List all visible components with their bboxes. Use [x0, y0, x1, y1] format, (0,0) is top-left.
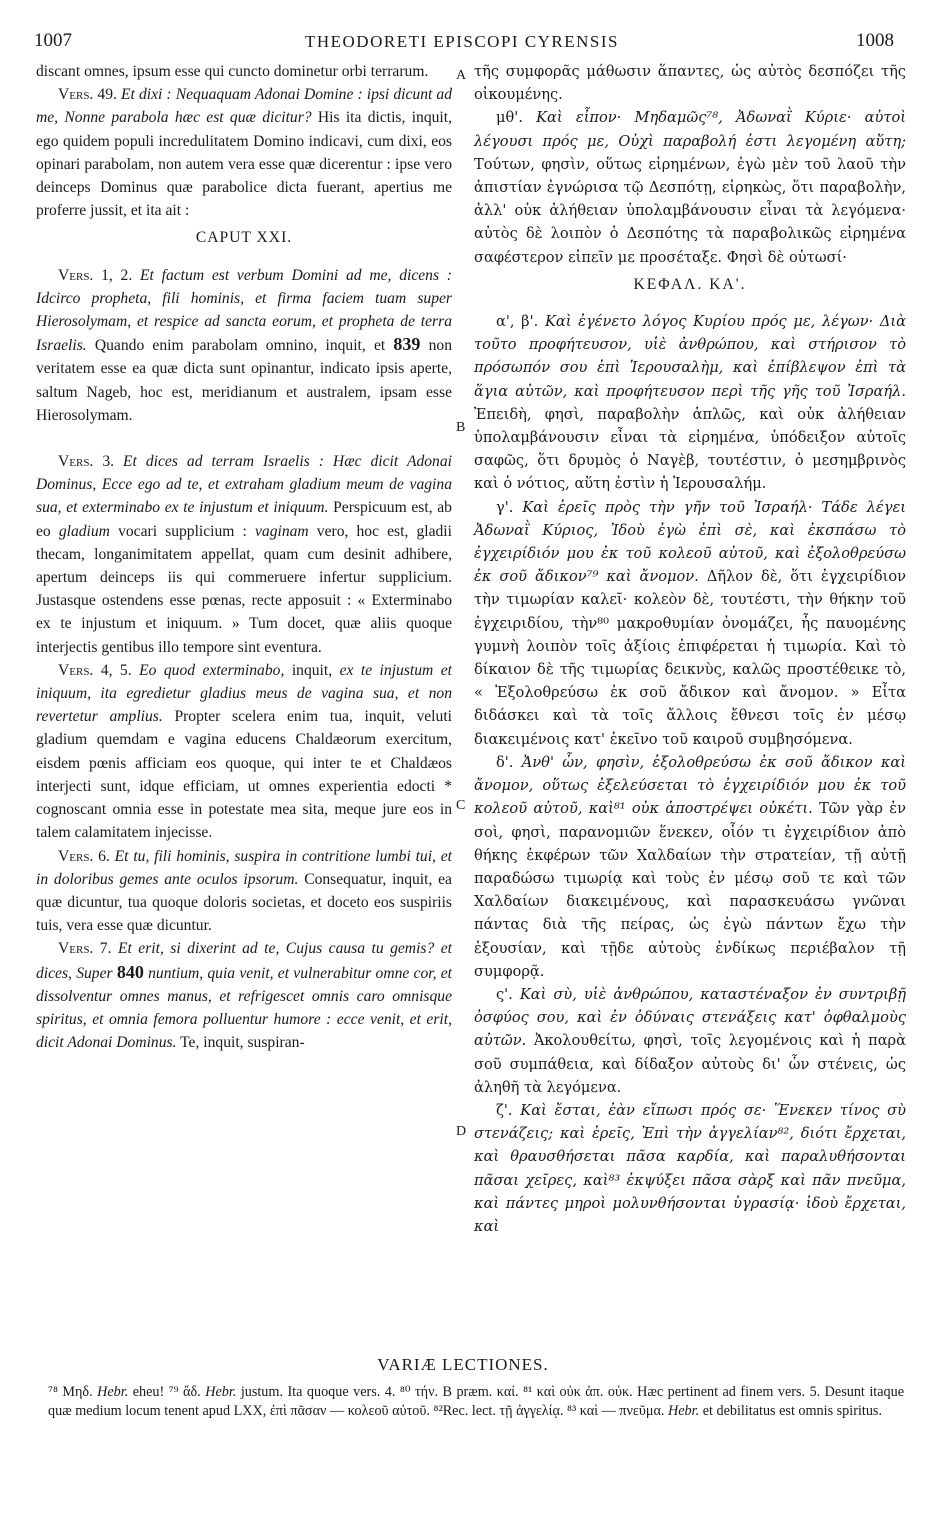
- running-title: THEODORETI EPISCOPI CYRENSIS: [304, 32, 620, 51]
- latin-paragraph: Vers. 49. Et dixi : Nequaquam Adonai Domine : ipsi dicunt ad me, Nonne parabola hæc est quæ dicitur? His ita dictis, inquit, ego quidem populi incredulitatem Domino indicavi, cum dixi, eos opinari parabolam, non autem vera esse quæ dicerentur : ipse vero deinceps Dominus quæ parabolice dicta fuerant, apertius me proferre jussit, et ita ait :: [36, 86, 453, 220]
- latin-paragraph: Vers. 3. Et dices ad terram Israelis : Hæc dicit Adonai Dominus, Ecce ego ad te, et extraham gladium meum de vagina sua, et exterminabo ex te injustum et iniquum. Perspicuum est, ab eo gladium vocari supplicium : vaginam vero, hoc est, gladii thecam, longanimitatem appellat, quam cum desinit adhibere, apertum deinceps iis qui commeruere infertur supplicium. Justasque ostendens esse pœnas, recte apposuit : « Exterminabo ex te injustum et iniquum. » Tum docet, quæ aliis quoque interjectis gentibus illo tempore sint eventura.: [36, 453, 452, 656]
- section-marker-c: C: [456, 798, 466, 813]
- greek-column: [474, 60, 906, 1238]
- greek-paragraph: α', β'. Καὶ ἐγένετο λόγος Κυρίου πρός με, λέγων· Διὰ τοῦτο προφήτευσον, υἱὲ ἀνθρώπου, καὶ στήρισον τὸ πρόσωπόν σου ἐπὶ Ἱερουσαλὴμ, καὶ ἐπίβλεψον ἐπὶ τὰ ἅγια αὐτῶν, καὶ προφήτευσον περὶ τῆς γῆς τοῦ Ἰσραήλ. Ἐπειδὴ, φησὶ, παραβολὴν ἁπλῶς, καὶ οὐκ ἀλήθειαν ὑπολαμβάνουσιν εἶναι τὰ εἰρημένα, ὑπόδειξον αὐτοῖς σαφῶς, ὅτι δρυμὸς ὁ Ναγὲβ, τουτέστιν, ὁ μεσημβρινὸς καὶ ὁ νότιος, αὕτη ἐστὶν ἡ Ἱερουσαλήμ.: [474, 313, 907, 493]
- section-marker-d: D: [456, 1124, 467, 1139]
- greek-paragraph: ζ'. Καὶ ἔσται, ἐὰν εἴπωσι πρός σε· Ἕνεκεν τίνος σὺ στενάζεις; καὶ ἐρεῖς, Ἐπὶ τὴν ἀγγελίαν⁸², διότι ἔρχεται, καὶ θραυσθήσεται πᾶσα καρδία, καὶ παραλυθήσονται πᾶσαι χεῖρες, καὶ⁸³ ἐκψύξει πᾶσα σὰρξ καὶ πᾶν πνεῦμα, καὶ πάντες μηροὶ μολυνθήσονται ὑγρασίᾳ· ἰδοὺ ἔρχεται, καὶ: [474, 1101, 907, 1235]
- greek-paragraph: μθ'. Καὶ εἶπον· Μηδαμῶς⁷⁸, Ἀδωναῒ Κύριε· αὐτοὶ λέγουσι πρός με, Οὐχὶ παραβολή ἐστι λεγομένη αὕτη; Τούτων, φησὶν, οὕτως εἰρημένων, ἐγὼ μὲν τοῦ λαοῦ τὴν ἀπιστίαν ἐγνώρισα τῷ Δεσπότῃ, εἰρηκὼς, ὅτι παραβολὴν, ἀλλ' οὐκ ἀλήθειαν ὑπολαμβάνουσιν εἶναι τὰ λεγόμενα· αὐτὸς δὲ λοιπὸν ὁ Δεσπότης τὰ παραβολικῶς εἰρημένα σαφέστερον εἰπεῖν με προσέταξε. Φησὶ δὲ οὑτωσί·: [474, 109, 906, 266]
- page-number-left: 1007: [34, 30, 72, 51]
- latin-column: [36, 60, 452, 1054]
- latin-paragraph: Vers. 7. Et erit, si dixerint ad te, Cujus causa tu gemis? et dices, Super 840 nuntium, quia venit, et vulnerabitur omne cor, et dissolventur omnes manus, et refrigescet omnis caro omnisque spiritus, et omnia femora polluentur humore : ecce venit, et erit, dicit Adonai Dominus. Te, inquit, suspiran-: [36, 940, 453, 1052]
- greek-paragraph: ς'. Καὶ σὺ, υἱὲ ἀνθρώπου, καταστέναξον ἐν συντριβῇ ὀσφύος σου, καὶ ἐν ὀδύναις στενάξεις κατ' ὀφθαλμοὺς αὐτῶν. Ἀκολουθείτω, φησὶ, τοῖς λεγομένοις καὶ ἡ παρὰ σοῦ συμπάθεια, καὶ δίδαξον αὐτοὺς δι' ὧν στένεις, ὡς ἀληθῆ τὰ λεγόμενα.: [474, 985, 906, 1096]
- latin-paragraph: discant omnes, ipsum esse qui cuncto dominetur orbi terrarum.: [36, 63, 429, 80]
- section-marker-b: B: [456, 420, 466, 435]
- latin-paragraph: Vers. 1, 2. Et factum est verbum Domini ad me, dicens : Idcirco propheta, fili hominis, et firma faciem tuam super Hierosolymam, et respice ad sancta eorum, et propheta de terra Israelis. Quando enim parabolam omnino, inquit, et 839 non veritatem esse ea quæ dicta sunt opinantur, indicato ipsis aperte, saltum Nageb, hoc est, meridianum et australem, ipsam esse Hierosolymam.: [36, 266, 452, 424]
- variae-lectiones-notes: ⁷⁸ Μηδ. Hebr. eheu! ⁷⁹ ἄδ. Hebr. justum. Ita quoque vers. 4. ⁸⁰ τήν. B præm. καί. ⁸¹ καὶ οὐκ ἀπ. οὐκ. Hæc pertinent ad finem vers. 5. Desunt itaque quæ medium locum tenent apud LXX, ἐπὶ πᾶσαν — κολεοῦ αὐτοῦ. ⁸²Rec. lect. τῇ ἀγγελίᾳ. ⁸³ καὶ — πνεῦμα. Hebr. et debilitatus est omnis spiritus.: [48, 1384, 905, 1420]
- section-marker-a: A: [456, 68, 467, 83]
- greek-paragraph: δ'. Ἀνθ' ὧν, φησὶν, ἐξολοθρεύσω ἐκ σοῦ ἄδικον καὶ ἄνομον, οὕτως ἐξελεύσεται τὸ ἐγχειρίδιόν μου ἐκ τοῦ κολεοῦ αὐτοῦ, καὶ⁸¹ οὐκ ἀποστρέψει οὐκέτι. Τῶν γὰρ ἐν σοὶ, φησὶ, παρανομιῶν ἕνεκεν, οἷόν τι ἐγχειρίδιον ἀπὸ θήκης ἐκφέρων τῶν Χαλδαίων τὴν στρατείαν, τῇ αὐτῇ παραδώσω τιμωρίᾳ καὶ τοὺς ἐν μέσῳ σοῦ τε καὶ τῶν Χαλδαίων διακειμένους, καὶ παρασκευάσω γνῶναι πάντας διὰ τῆς πείρας, ὡς ἐγὼ πάντων ἔχω τὴν ἐξουσίαν, καὶ τῇδε αὐτοὺς ἐνδίκως περιέβαλον τῇ συμφορᾷ.: [474, 753, 907, 980]
- kephal-heading: ΚΕΦΑΛ. ΚΑ'.: [633, 275, 747, 293]
- greek-paragraph: τῆς συμφορᾶς μάθωσιν ἅπαντες, ὡς αὐτὸς δεσπόζει τῆς οἰκουμένης.: [474, 63, 906, 104]
- greek-paragraph: γ'. Καὶ ἐρεῖς πρὸς τὴν γῆν τοῦ Ἰσραήλ· Τάδε λέγει Ἀδωναῒ Κύριος, Ἰδοὺ ἐγὼ ἐπὶ σὲ, καὶ ἐκσπάσω τὸ ἐγχειρίδιόν μου ἐκ τοῦ κολεοῦ αὐτοῦ, καὶ ἐξολοθρεύσω ἐκ σοῦ ἄδικον⁷⁹ καὶ ἄνομον. Δῆλον δὲ, ὅτι ἐγχειρίδιον τὴν τιμωρίαν καλεῖ· κολεὸν δὲ, τουτέστι, τὴν θήκην τοῦ ἐγχειριδίου, τὴν⁸⁰ μακροθυμίαν ὀνομάζει, ἧς παυομένης γυμνὴ λοιπὸν τοῖς ἀξίοις ἐπιφέρεται ἡ τιμωρία. Καὶ τὸ δίκαιον δὲ τῆς τιμωρίας δεικνὺς, καλῶς προστέθεικε τὸ, « Ἐξολοθρεύσω ἐκ σοῦ ἄδικον καὶ ἄνομον. » Εἶτα διδάσκει καὶ τὰ τοῖς ἄλλοις ἔθνεσι τοῖς ἐν μέσῳ διακειμένοις κατ' ἐκεῖνο τοῦ καιροῦ συμβησόμενα.: [474, 498, 907, 748]
- caput-heading: CAPUT XXI.: [195, 229, 293, 247]
- page-number-right: 1008: [856, 30, 894, 51]
- variae-lectiones-title: VARIÆ LECTIONES.: [377, 1355, 549, 1374]
- column-number: 840: [116, 961, 144, 982]
- latin-paragraph: Vers. 4, 5. Eo quod exterminabo, inquit, ex te injustum et iniquum, ita egredietur gladius meus de vagina sua, et non revertetur amplius. Propter scelera enim tua, inquit, veluti gladium quemdam e vagina educens Chaldæorum exercitum, eisdem pœnis afficiam eos quoque, qui inter te et Chaldæos interjecti sunt, idque efficiam, ut omnes experientia edocti * cognoscant omnia esse in potestate mea sita, meque jure eos in talem calamitatem injecisse.: [36, 661, 452, 842]
- latin-paragraph: Vers. 6. Et tu, fili hominis, suspira in contritione lumbi tui, et in doloribus gemes ante oculos ipsorum. Consequatur, inquit, ea quæ dicuntur, tua quoque doloris societas, et doceto eos suspiriis tuis, vera esse quæ dicuntur.: [36, 847, 452, 935]
- page-header: [30, 30, 894, 62]
- column-number: 839: [393, 334, 421, 355]
